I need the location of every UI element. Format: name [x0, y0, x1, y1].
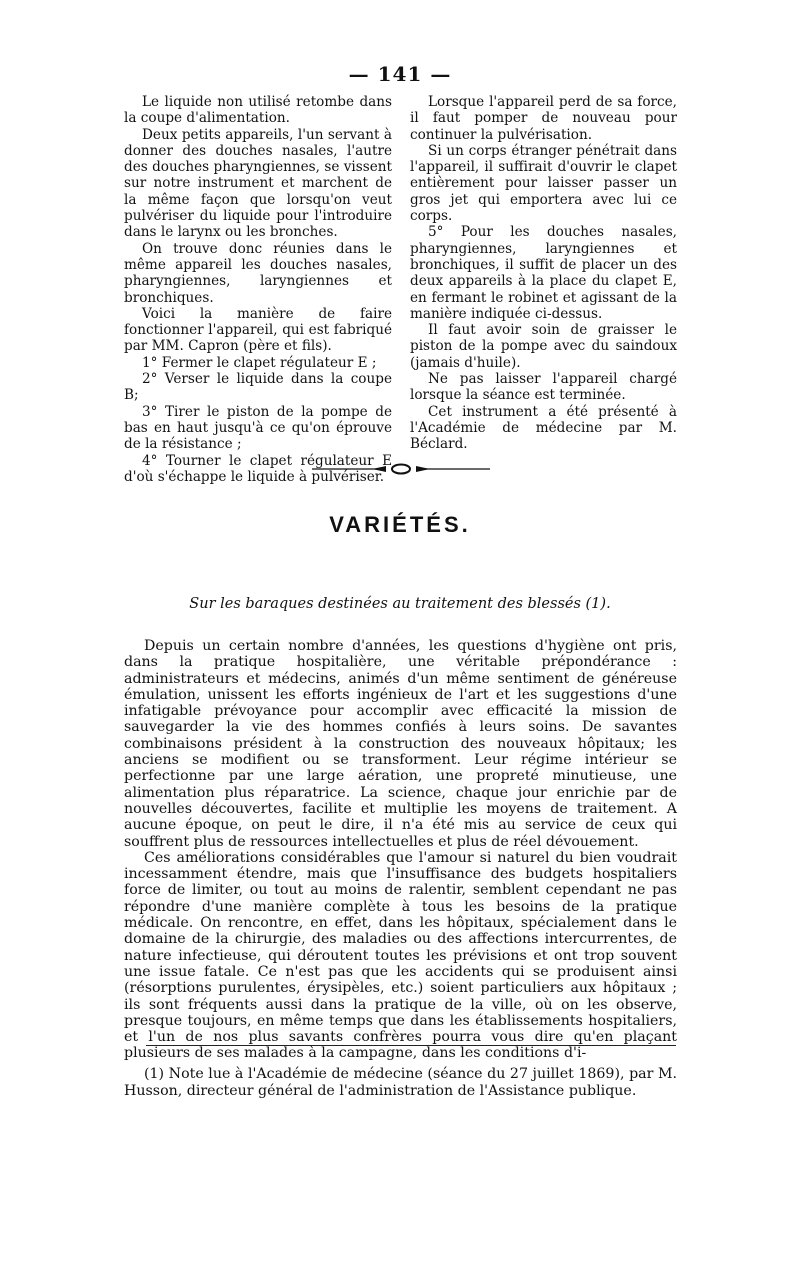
list-item: 1° Fermer le clapet régulateur E ;	[142, 354, 377, 371]
divider-ornament	[312, 463, 490, 475]
right-column	[410, 94, 677, 453]
page-number: — 141 —	[348, 62, 452, 86]
paragraph: Voici la manière de faire fonctionner l'appareil, qui est fabriqué par MM. Capron (père et fils).	[124, 305, 392, 355]
list-item: 2° Verser le liquide dans la coupe B;	[124, 371, 392, 404]
paragraph: Si un corps étranger pénétrait dans l'appareil, il suffirait d'ouvrir le clapet entièrement pour laisser passer un gros jet qui emportera avec lui ce corps.	[410, 142, 677, 225]
paragraph: On trouve donc réunies dans le même appareil les douches nasales, pharyngiennes, laryngiennes et bronchiques.	[124, 240, 392, 306]
article-body	[124, 638, 677, 1062]
paragraph: Ne pas laisser l'appareil chargé lorsque la séance est terminée.	[410, 371, 677, 404]
left-column	[124, 94, 392, 485]
footnote: (1) Note lue à l'Académie de médecine (séance du 27 juillet 1869), par M. Husson, directeur général de l'administration de l'Assistance publique.	[124, 1066, 677, 1099]
paragraph: Il faut avoir soin de graisser le piston de la pompe avec du saindoux (jamais d'huile).	[410, 322, 677, 371]
paragraph: Ces améliorations considérables que l'amour si naturel du bien voudrait incessamment étendre, mais que l'insuffisance des budgets hospitaliers force de limiter, ou tout au moins de ralentir, semblent cependant ne pas répondre d'une manière complète à tous les besoins de la pratique médicale. On rencontre, en effet, dans les hôpitaux, spécialement dans le domaine de la chirurgie, des maladies ou des affections intercurrentes, de nature infectieuse, qui déroutent toutes les prévisions et ont trop souvent une issue fatale. Ce n'est pas que les accidents qui se produisent ainsi (résorptions purulentes, érysipèles, etc.) soient particuliers aux hôpitaux ; ils sont fréquents aussi dans la pratique de la ville, où on les observe, presque toujours, en même temps que dans les établissements hospitaliers, et l'un de nos plus savants confrères pourra vous dire qu'en plaçant plusieurs de ses malades à la campagne, dans les conditions d'i-	[124, 849, 677, 1062]
paragraph: Deux petits appareils, l'un servant à donner des douches nasales, l'autre des douches pharyngiennes, se vissent sur notre instrument et marchent de la même façon que lorsqu'on veut pulvériser du liquide pour l'introduire dans le larynx ou les bronches.	[124, 126, 392, 241]
list-item: 5° Pour les douches nasales, pharyngiennes, laryngiennes et bronchiques, il suffit de placer un des deux appareils à la place du clapet E, en fermant le robinet et agissant de la manière indiquée ci-dessus.	[410, 224, 677, 322]
section-title: VARIÉTÉS.	[329, 512, 471, 537]
paragraph: Depuis un certain nombre d'années, les questions d'hygiène ont pris, dans la pratique hospitalière, une véritable prépondérance : administrateurs et médecins, animés d'un même sentiment de généreuse émulation, unissent les efforts ingénieux de l'art et les suggestions d'une infatigable prévoyance pour accomplir avec efficacité la mission de sauvegarder la vie des hommes confiés à leurs soins. De savantes combinaisons président à la construction des nouveaux hôpitaux; les anciens se modifient ou se transforment. Leur régime intérieur se perfectionne par une large aération, une propreté minutieuse, une alimentation plus réparatrice. La science, chaque jour enrichie par de nouvelles découvertes, facilite et multiplie les moyens de traitement. A aucune époque, on peut le dire, il n'a été mis au service de ceux qui souffrent plus de ressources intellectuelles et plus de réel dévouement.	[124, 638, 677, 850]
paragraph: Cet instrument a été présenté à l'Académie de médecine par M. Béclard.	[410, 403, 677, 453]
list-item: 4° Tourner le clapet régulateur E d'où s'échappe le liquide à pulvériser.	[124, 452, 392, 485]
paragraph: Lorsque l'appareil perd de sa force, il faut pomper de nouveau pour continuer la pulvérisation.	[410, 94, 677, 143]
paragraph: Le liquide non utilisé retombe dans la coupe d'alimentation.	[124, 94, 392, 127]
list-item: 3° Tirer le piston de la pompe de bas en haut jusqu'à ce qu'on éprouve de la résistance ;	[124, 403, 392, 453]
footnote-rule	[146, 1045, 676, 1046]
article-title: Sur les baraques destinées au traitement des blessés (1).	[189, 596, 611, 612]
